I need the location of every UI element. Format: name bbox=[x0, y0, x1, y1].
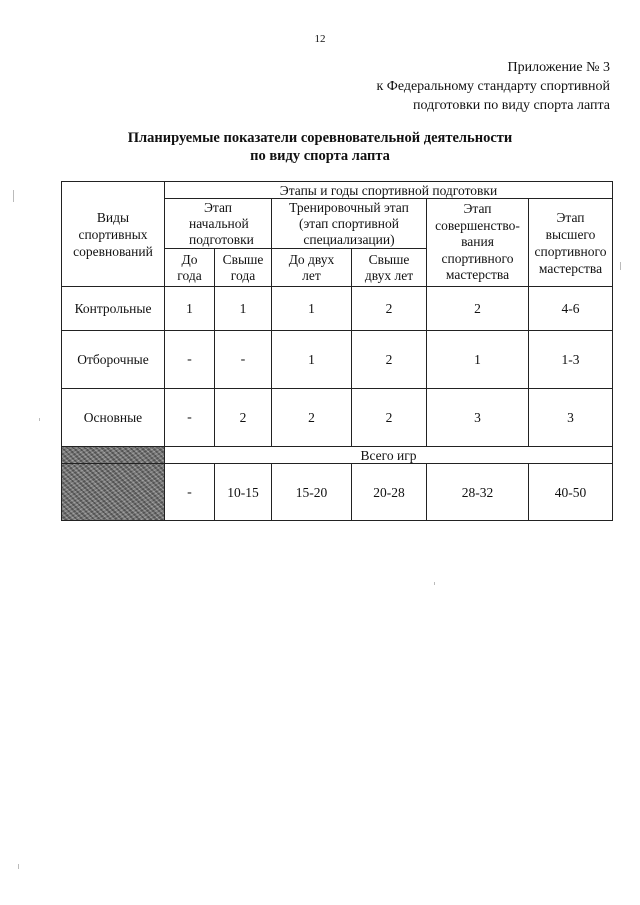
table-cell: 2 bbox=[352, 331, 427, 389]
document-title bbox=[0, 129, 640, 165]
subheader-initial-up-to-year: До года bbox=[165, 249, 215, 287]
appendix-line-2: к Федеральному стандарту спортивной bbox=[376, 79, 610, 94]
stage-improvement: Этап совершенство-вания спортивного мастерства bbox=[427, 199, 529, 287]
table-cell: 1 bbox=[272, 331, 352, 389]
subheader-training-over-two: Свыше двух лет bbox=[352, 249, 427, 287]
table-cell: 4-6 bbox=[529, 287, 613, 331]
title-line-1: Планируемые показатели соревновательной деятельности bbox=[127, 130, 513, 146]
table-cell: 1-3 bbox=[529, 331, 613, 389]
table-cell: 2 bbox=[352, 389, 427, 447]
appendix-line-3: подготовки по виду спорта лапта bbox=[412, 98, 610, 113]
row-label-selection: Отборочные bbox=[62, 331, 165, 389]
table-cell: 20-28 bbox=[352, 464, 427, 521]
table-cell: - bbox=[165, 331, 215, 389]
redacted-cell bbox=[62, 447, 165, 464]
table-cell: 2 bbox=[352, 287, 427, 331]
table-cell: 28-32 bbox=[427, 464, 529, 521]
table-cell: 40-50 bbox=[529, 464, 613, 521]
table-cell: 2 bbox=[215, 389, 272, 447]
table-row bbox=[62, 287, 613, 331]
subheader-training-up-to-two: До двух лет bbox=[272, 249, 352, 287]
table-cell: - bbox=[165, 389, 215, 447]
table-header-row bbox=[62, 182, 613, 199]
row-label-main: Основные bbox=[62, 389, 165, 447]
row-label-control: Контрольные bbox=[62, 287, 165, 331]
title-line-2: по виду спорта лапта bbox=[250, 148, 390, 164]
total-row bbox=[62, 464, 613, 521]
table-cell: 3 bbox=[529, 389, 613, 447]
competition-table bbox=[61, 181, 613, 521]
table-cell: 1 bbox=[427, 331, 529, 389]
scan-mark bbox=[39, 418, 40, 421]
group-header: Этапы и годы спортивной подготовки bbox=[165, 182, 613, 199]
appendix-caption bbox=[376, 58, 610, 115]
table-cell: - bbox=[165, 464, 215, 521]
total-header-row bbox=[62, 447, 613, 464]
scan-mark bbox=[18, 864, 19, 869]
corner-header: Виды спортивных соревнований bbox=[62, 182, 165, 287]
table-cell: 10-15 bbox=[215, 464, 272, 521]
table-cell: 3 bbox=[427, 389, 529, 447]
table-cell: 1 bbox=[272, 287, 352, 331]
table-row bbox=[62, 331, 613, 389]
table-cell: - bbox=[215, 331, 272, 389]
table-cell: 2 bbox=[427, 287, 529, 331]
subheader-initial-over-year: Свыше года bbox=[215, 249, 272, 287]
table-cell: 2 bbox=[272, 389, 352, 447]
total-header: Всего игр bbox=[165, 447, 613, 464]
stage-training: Тренировочный этап (этап спортивной специализации) bbox=[272, 199, 427, 249]
table-cell: 1 bbox=[165, 287, 215, 331]
appendix-line-1: Приложение № 3 bbox=[507, 60, 610, 75]
stage-highest: Этап высшего спортивного мастерства bbox=[529, 199, 613, 287]
stage-initial: Этап начальной подготовки bbox=[165, 199, 272, 249]
scan-mark bbox=[434, 582, 435, 585]
page-number: 12 bbox=[314, 33, 326, 45]
table-cell: 1 bbox=[215, 287, 272, 331]
table-row bbox=[62, 389, 613, 447]
redacted-cell bbox=[62, 464, 165, 521]
table-cell: 15-20 bbox=[272, 464, 352, 521]
scan-mark bbox=[620, 262, 621, 270]
scan-mark bbox=[13, 190, 14, 202]
